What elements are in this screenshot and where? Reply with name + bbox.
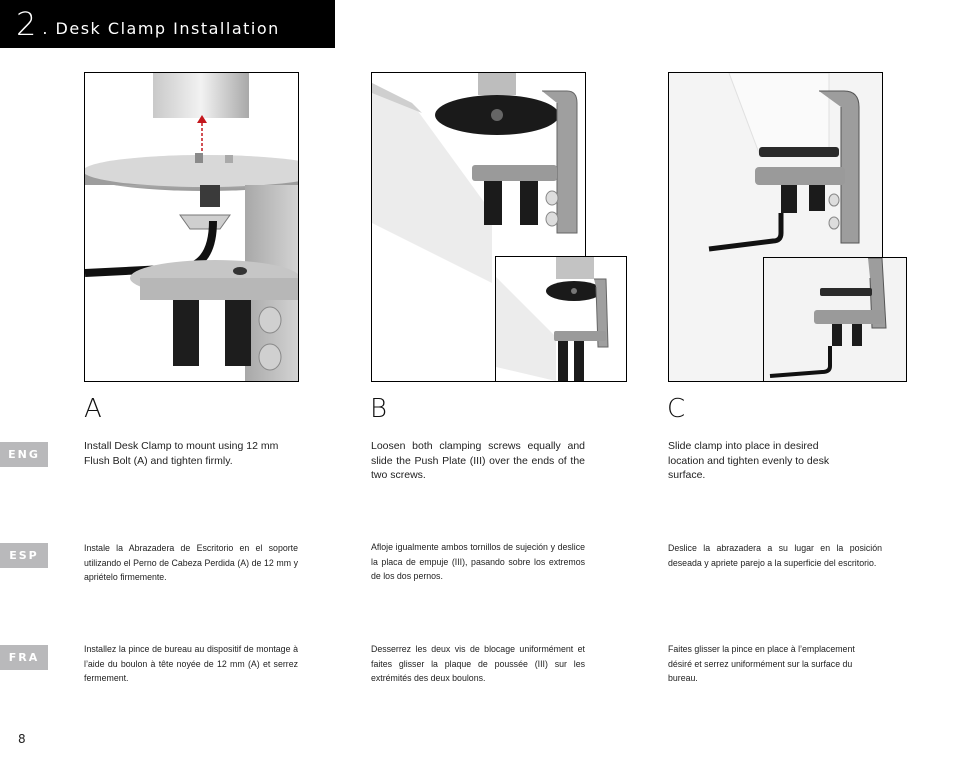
step-c-esp-text: Deslice la abrazadera a su lugar en la posición deseada y apriete parejo a la superficie del escritorio.: [668, 543, 882, 568]
step-c-eng-text: Slide clamp into place in desired location and tighten evenly to desk surface.: [668, 440, 830, 481]
step-letter-b: B: [370, 394, 388, 424]
figure-b-inset-illustration: [496, 257, 626, 381]
figure-a-illustration: [85, 73, 298, 381]
step-b-esp-text: Afloje igualmente ambos tornillos de sujeción y deslice la placa de empuje (III), pasando sobre los extremos de los dos pernos.: [371, 542, 585, 582]
step-b-eng-text: Loosen both clamping screws equally and slide the Push Plate (III) over the ends of the two screws.: [371, 440, 585, 481]
language-tab-eng: ENG: [0, 442, 48, 467]
figure-b-inset: [495, 256, 627, 382]
language-tab-fra: FRA: [0, 645, 48, 670]
section-title-text: Desk Clamp Installation: [55, 18, 280, 38]
page-number: 8: [18, 732, 26, 746]
step-c-fra-text: Faites glisser la pince en place à l’emplacement désiré et serrez uniformément sur la surface du bureau.: [668, 644, 855, 684]
step-b-fra-text: Desserrez les deux vis de blocage uniformément et faites glisser la plaque de poussée (III) sur les extrémités des deux boulons.: [371, 644, 585, 684]
step-a-esp-text: Instale la Abrazadera de Escritorio en el soporte utilizando el Perno de Cabeza Perdida (A) de 12 mm y apriételo firmemente.: [84, 543, 298, 583]
figure-c-inset-illustration: [764, 258, 906, 381]
section-number: 2: [16, 5, 37, 43]
step-letter-a: A: [84, 394, 102, 424]
section-dot: .: [42, 18, 49, 38]
language-tab-esp: ESP: [0, 543, 48, 568]
step-a-fra-text: Installez la pince de bureau au dispositif de montage à l’aide du boulon à tête noyée de 12 mm (A) et serrez fermement.: [84, 644, 298, 684]
step-a-eng-text: Install Desk Clamp to mount using 12 mm Flush Bolt (A) and tighten firmly.: [84, 440, 279, 467]
section-header: [0, 0, 335, 48]
step-letter-c: C: [667, 394, 686, 424]
section-title: [42, 19, 279, 38]
figure-a: [84, 72, 299, 382]
figure-c-inset: [763, 257, 907, 382]
